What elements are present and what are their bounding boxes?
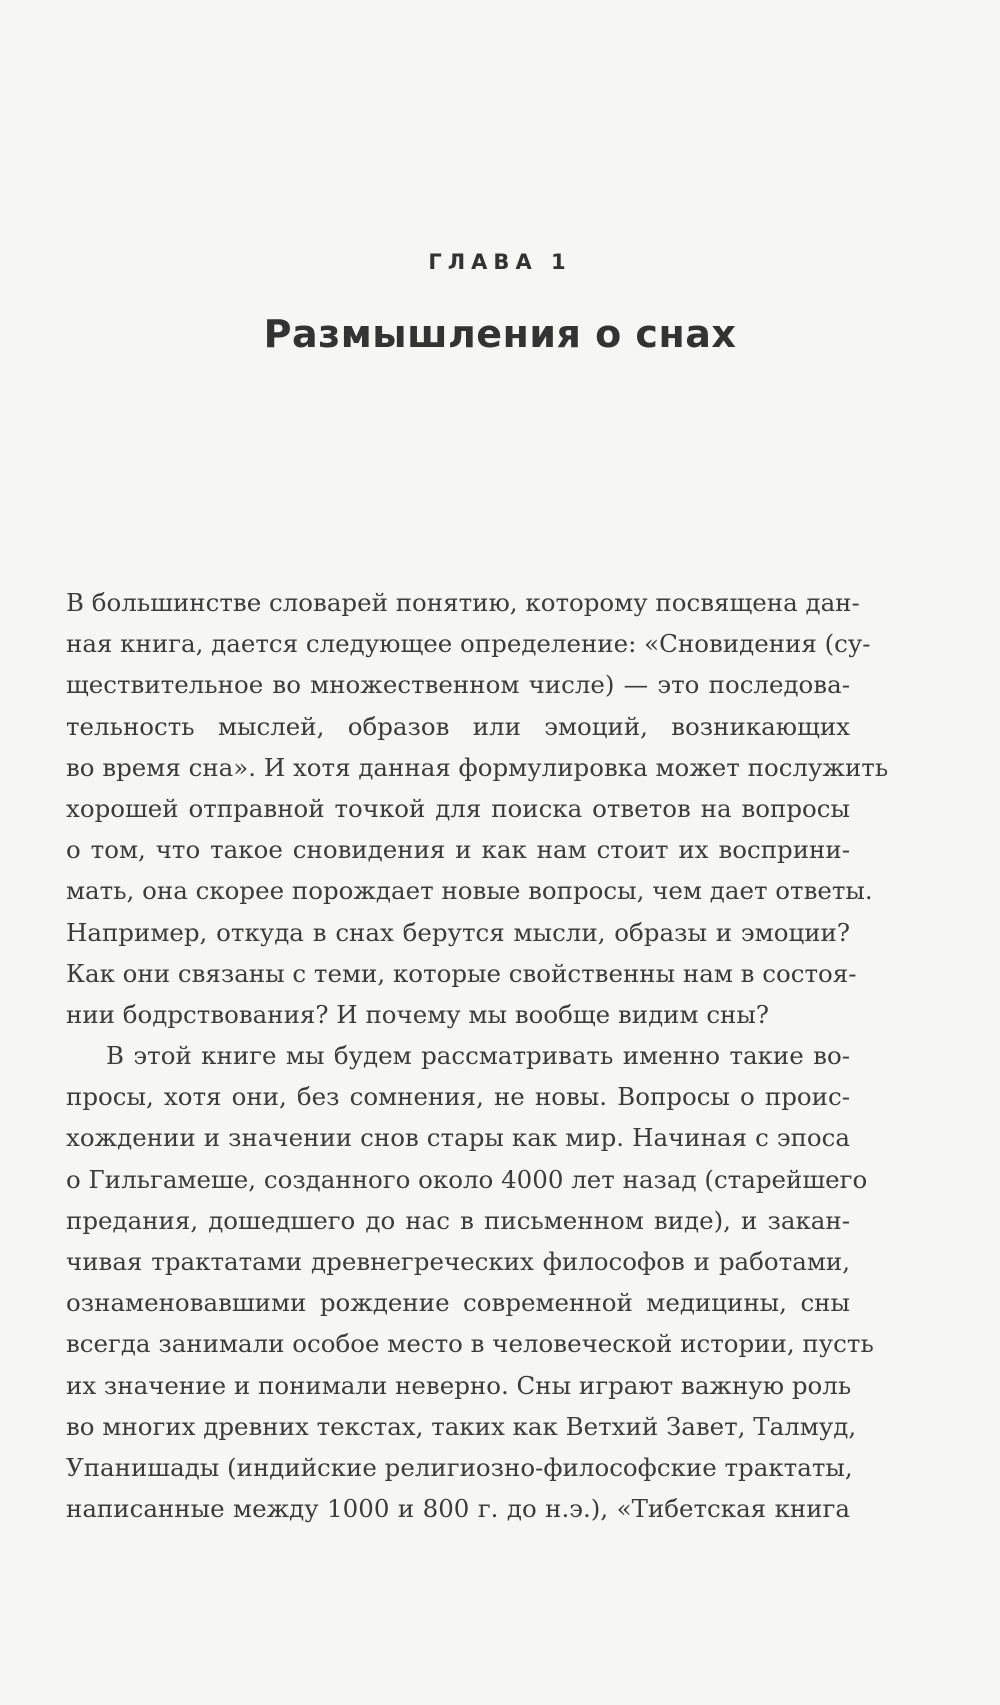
chapter-label: ГЛАВА 1	[428, 250, 572, 274]
text-line: о том, что такое сновидения и как нам стоит их восприни-	[66, 835, 850, 865]
text-line: чивая трактатами древнегреческих философов и работами,	[66, 1247, 850, 1276]
chapter-title: Размышления о снах	[263, 312, 737, 356]
text-line: В большинстве словарей понятию, которому посвящена дан-	[66, 588, 860, 617]
text-line: во многих древних текстах, таких как Ветхий Завет, Талмуд,	[66, 1411, 857, 1441]
text-line: о Гильгамеше, созданного около 4000 лет назад (старейшего	[66, 1164, 868, 1194]
text-line: ная книга, дается следующее определение: «Сновидения (су-	[66, 629, 871, 659]
text-line: ознаменовавшими рождение современной медицины, сны	[66, 1288, 850, 1318]
text-line: Как они связаны с теми, которые свойственны нам в состоя-	[66, 958, 857, 988]
text-line: нии бодрствования? И почему мы вообще видим сны?	[66, 999, 770, 1029]
text-line: тельность мыслей, образов или эмоций, возникающих	[66, 711, 850, 741]
text-line: мать, она скорее порождает новые вопросы, чем дает ответы.	[66, 876, 873, 906]
text-line: хождении и значении снов стары как мир. Начиная с эпоса	[66, 1123, 850, 1153]
body-text	[66, 582, 889, 1529]
text-line: хорошей отправной точкой для поиска ответов на вопросы	[66, 793, 850, 823]
text-line: Упанишады (индийские религиозно-философские трактаты,	[66, 1452, 853, 1482]
text-line: В этой книге мы будем рассматривать именно такие во-	[106, 1041, 850, 1071]
text-line: их значение и понимали неверно. Сны играют важную роль	[66, 1370, 852, 1400]
text-line: написанные между 1000 и 800 г. до н.э.), «Тибетская книга	[66, 1494, 850, 1524]
text-line: во время сна». И хотя данная формулировка может послужить	[66, 752, 889, 782]
text-line: всегда занимали особое место в человеческой истории, пусть	[66, 1329, 874, 1359]
text-line: просы, хотя они, без сомнения, не новы. Вопросы о проис-	[66, 1082, 850, 1112]
text-line: ществительное во множественном числе) — это последова-	[66, 670, 850, 700]
text-line: предания, дошедшего до нас в письменном виде), и закан-	[66, 1205, 850, 1235]
text-line: Например, откуда в снах берутся мысли, образы и эмоции?	[66, 917, 850, 947]
